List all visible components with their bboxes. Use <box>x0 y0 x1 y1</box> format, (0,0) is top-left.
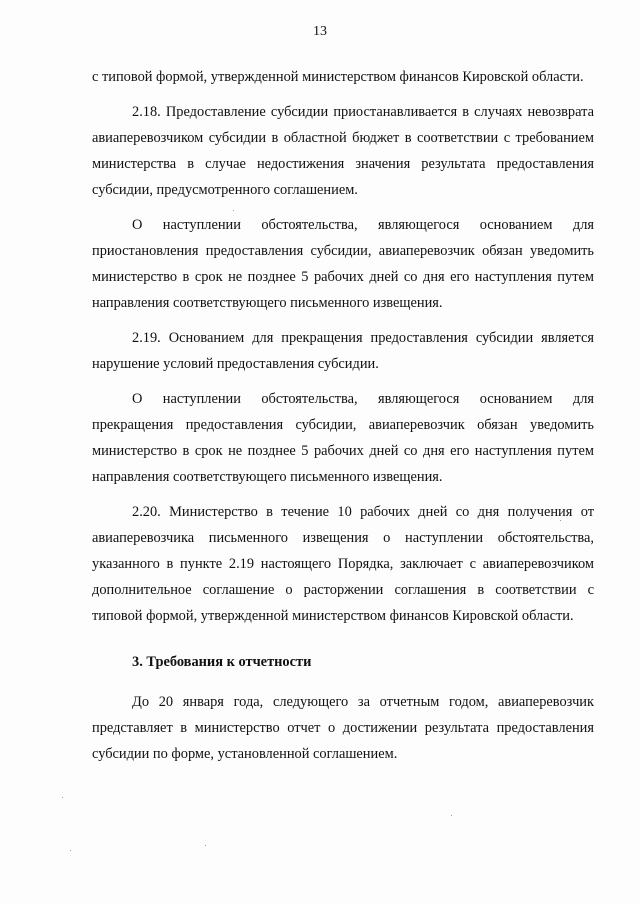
page-number: 13 <box>313 24 327 39</box>
paragraph-termination-notice: О наступлении обстоятельства, являющегося основанием для прекращения предоставления субсидии, авиаперевозчик обязан уведомить министерство в срок не позднее 5 рабочих дней со дня его наступления путем направления соответствующего письменного извещения. <box>92 391 594 485</box>
paragraph-suspension-notice: О наступлении обстоятельства, являющегося основанием для приостановления предоставления субсидии, авиаперевозчик обязан уведомить министерство в срок не позднее 5 рабочих дней со дня его наступления путем направления соответствующего письменного извещения. <box>92 217 594 311</box>
document-body <box>92 64 594 776</box>
scan-speck <box>560 520 561 521</box>
scan-speck <box>233 210 234 211</box>
scan-speck <box>62 797 63 798</box>
paragraph-reporting: До 20 января года, следующего за отчетным годом, авиаперевозчик представляет в министерство отчет о достижении результата предоставления субсидии по форме, установленной соглашением. <box>92 694 594 762</box>
paragraph-2-20: 2.20. Министерство в течение 10 рабочих дней со дня получения от авиаперевозчика письменного извещения о наступлении обстоятельства, указанного в пункте 2.19 настоящего Порядка, заключает с авиаперевозчиком дополнительное соглашение о расторжении соглашения в соответствии с типовой формой, утвержденной министерством финансов Кировской области. <box>92 504 594 624</box>
section-heading: 3. Требования к отчетности <box>132 654 312 670</box>
scan-speck <box>70 850 71 851</box>
paragraph-2-19: 2.19. Основанием для прекращения предоставления субсидии является нарушение условий предоставления субсидии. <box>92 330 594 372</box>
paragraph-2-18: 2.18. Предоставление субсидии приостанавливается в случаях невозврата авиаперевозчиком субсидии в областной бюджет в соответствии с требованием министерства в случае недостижения значения результата предоставления субсидии, предусмотренного соглашением. <box>92 104 594 198</box>
paragraph-continuation: с типовой формой, утвержденной министерством финансов Кировской области. <box>92 69 584 85</box>
scan-speck <box>451 815 452 816</box>
scan-speck <box>205 845 206 846</box>
